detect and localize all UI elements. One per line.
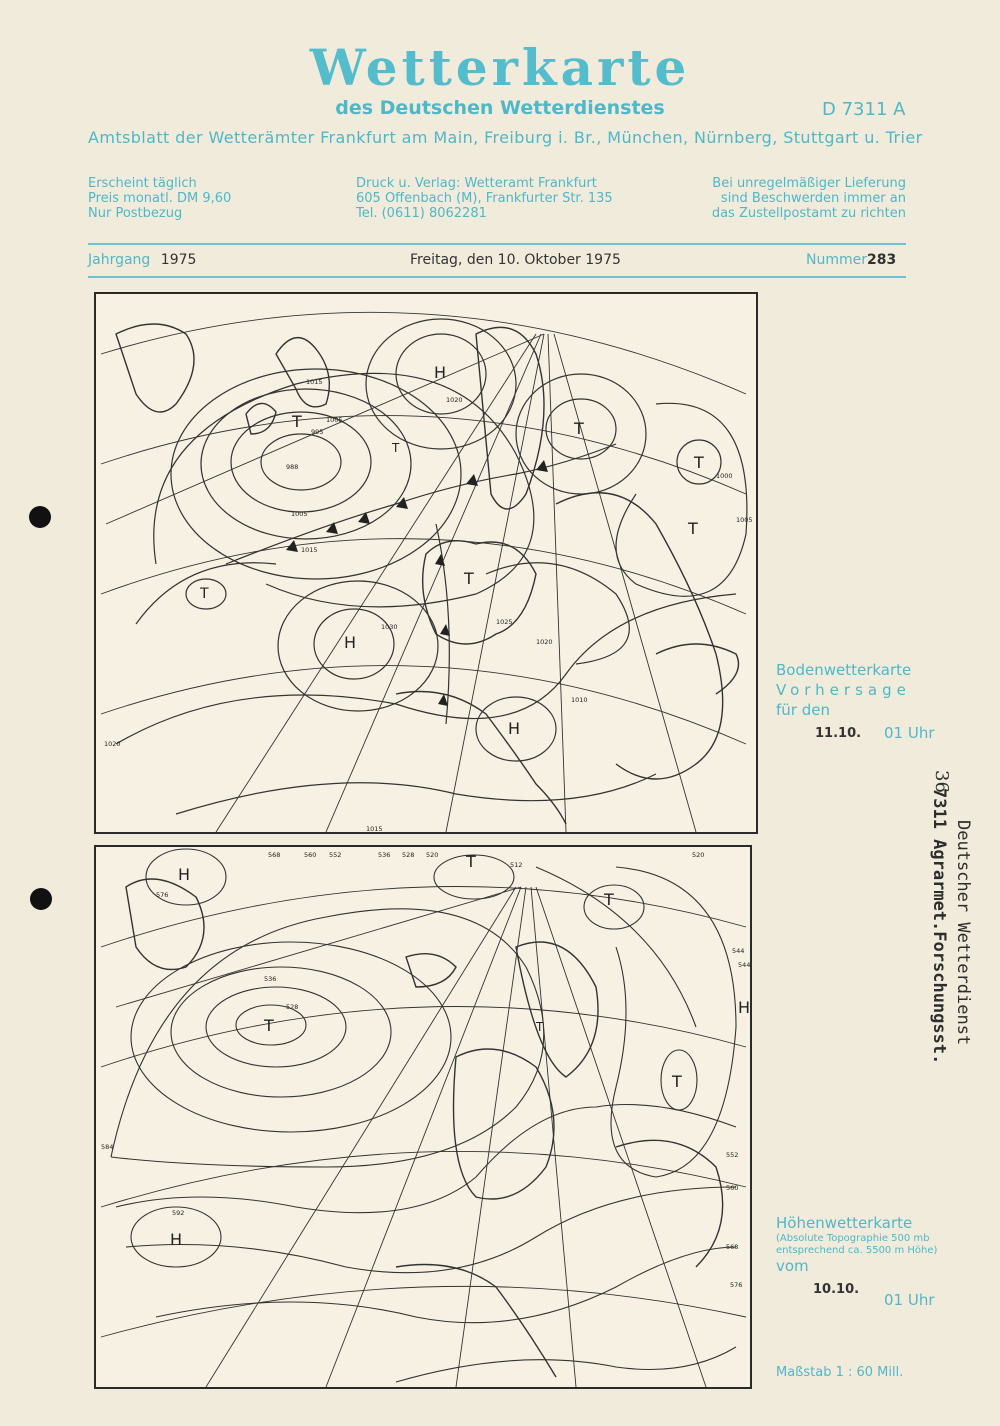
- info-line: Preis monatl. DM 9,60: [88, 191, 232, 206]
- info-line: Tel. (0611) 8062281: [356, 206, 487, 221]
- caption-title: Bodenwetterkarte: [776, 661, 912, 679]
- isobar-value: 1005: [326, 416, 343, 424]
- issue-date: Freitag, den 10. Oktober 1975: [410, 252, 621, 268]
- year-label: Jahrgang: [88, 252, 151, 268]
- caption-detail: (Absolute Topographie 500 mb: [776, 1233, 930, 1244]
- isobar-value: 1010: [571, 696, 588, 704]
- pressure-label: T: [694, 453, 704, 472]
- info-line: Bei unregelmäßiger Lieferung: [712, 176, 906, 191]
- pressure-label: T: [264, 1016, 274, 1035]
- contour-value: 544: [738, 961, 750, 969]
- contour-value: 584: [101, 1143, 114, 1151]
- contour-value: 560: [304, 851, 317, 859]
- pressure-label: H: [738, 998, 750, 1017]
- stamp-line: 7311 Agrarmet.Forschungsst.: [929, 788, 949, 1065]
- number-value: 283: [867, 252, 897, 268]
- map-scale: Maßstab 1 : 60 Mill.: [776, 1365, 904, 1380]
- newspaper-subtitle: des Deutschen Wetterdienstes: [335, 97, 665, 119]
- number-label: Nummer: [806, 252, 867, 268]
- isobar-value: 1025: [496, 618, 513, 626]
- library-stamp: [905, 770, 975, 1130]
- caption-title: Höhenwetterkarte: [776, 1214, 913, 1232]
- pressure-label: H: [170, 1230, 183, 1249]
- pressure-label: H: [434, 363, 447, 382]
- number-line: [806, 252, 896, 268]
- surface-weather-map: [94, 292, 758, 834]
- contour-value: 568: [726, 1243, 739, 1251]
- isobar-value: 1020: [104, 740, 121, 748]
- isobar-value: 988: [286, 463, 299, 471]
- upper-map-time: 01 Uhr: [884, 1291, 935, 1309]
- pressure-label: H: [508, 719, 521, 738]
- punch-hole: [30, 888, 52, 910]
- contour-value: 560: [726, 1184, 739, 1192]
- contour-value: 576: [730, 1281, 743, 1289]
- contour-value: 520: [426, 851, 439, 859]
- surface-map-caption: [776, 660, 911, 720]
- upper-air-map: [94, 845, 752, 1389]
- contour-value: 544: [732, 947, 745, 955]
- contour-value: 528: [402, 851, 415, 859]
- contour-value: 520: [692, 851, 705, 859]
- pressure-label: T: [466, 852, 476, 871]
- surface-map-date: 11.10.: [815, 726, 862, 741]
- pressure-label: T: [604, 890, 614, 909]
- isobar-value: 995: [311, 428, 324, 436]
- isobar-value: 1005: [736, 516, 753, 524]
- complaint-info: [706, 176, 906, 221]
- caption-detail: entsprechend ca. 5500 m Höhe): [776, 1245, 938, 1256]
- contour-value: 512: [510, 861, 523, 869]
- pressure-label: T: [200, 586, 209, 602]
- caption-from-date: vom: [776, 1257, 809, 1275]
- issuer-line: Amtsblatt der Wetterämter Frankfurt am Main, Freiburg i. Br., München, Nürnberg, Stuttgart u. Trier: [88, 128, 923, 147]
- info-line: Nur Postbezug: [88, 206, 183, 221]
- isobar-value: 1000: [716, 472, 733, 480]
- pressure-label: H: [344, 633, 357, 652]
- surface-map-drawing: [96, 294, 756, 832]
- pressure-label: T: [292, 412, 302, 431]
- pressure-label: T: [574, 419, 584, 438]
- upper-map-drawing: [96, 847, 750, 1387]
- isobar-value: 1015: [306, 378, 323, 386]
- pressure-label: T: [672, 1072, 682, 1091]
- year-line: [88, 252, 196, 268]
- subscription-info: [88, 176, 231, 221]
- isobar-value: 1015: [366, 825, 383, 832]
- pressure-label: T: [464, 569, 474, 588]
- isobar-value: 1015: [301, 546, 318, 554]
- isobar-value: 1020: [446, 396, 463, 404]
- pressure-label: T: [536, 1020, 544, 1034]
- newspaper-title: Wetterkarte: [309, 38, 691, 97]
- header-rule-bottom: [88, 276, 906, 278]
- contour-value: 592: [172, 1209, 185, 1217]
- handwritten-note: 36: [931, 770, 952, 793]
- info-line: Druck u. Verlag: Wetteramt Frankfurt: [356, 176, 597, 191]
- pressure-label: T: [688, 519, 698, 538]
- contour-value: 552: [726, 1151, 739, 1159]
- info-line: das Zustellpostamt zu richten: [711, 206, 906, 221]
- info-line: Erscheint täglich: [88, 176, 197, 191]
- contour-value: 528: [286, 1003, 299, 1011]
- info-line: sind Beschwerden immer an: [720, 191, 906, 206]
- publication-code: D 7311 A: [822, 99, 906, 120]
- surface-map-time: 01 Uhr: [884, 724, 935, 742]
- year-value: 1975: [160, 252, 197, 268]
- contour-value: 536: [264, 975, 277, 983]
- contour-value: 568: [268, 851, 281, 859]
- punch-hole: [29, 506, 51, 528]
- isobar-value: 1030: [381, 623, 398, 631]
- info-line: 605 Offenbach (M), Frankfurter Str. 135: [356, 191, 613, 206]
- stamp-line: Deutscher Wetterdienst: [953, 820, 973, 1046]
- contour-value: 552: [329, 851, 342, 859]
- contour-value: 576: [156, 891, 169, 899]
- caption-for-date: für den: [776, 701, 830, 719]
- pressure-label: H: [178, 865, 191, 884]
- isobar-value: 1020: [536, 638, 553, 646]
- pressure-label: T: [392, 441, 400, 455]
- upper-map-caption: [776, 1214, 937, 1275]
- caption-forecast: Vorhersage: [776, 681, 911, 699]
- isobar-value: 1005: [291, 510, 308, 518]
- contour-value: 536: [378, 851, 391, 859]
- upper-map-date: 10.10.: [813, 1282, 860, 1297]
- publisher-info: [356, 176, 613, 221]
- header-rule-top: [88, 243, 906, 245]
